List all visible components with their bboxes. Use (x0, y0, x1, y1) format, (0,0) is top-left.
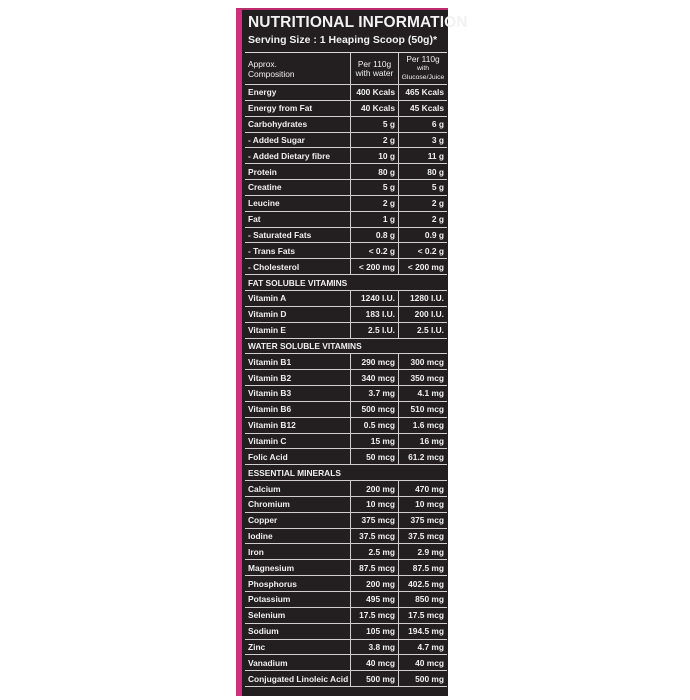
value-with-water: 2.5 I.U. (351, 323, 399, 338)
value-with-water: 105 mg (351, 624, 399, 639)
value-with-glucose: 1.6 mcg (412, 420, 444, 431)
table-row (245, 434, 447, 450)
value-with-glucose: 4.7 mg (417, 641, 444, 652)
value-with-water: 183 I.U. (351, 307, 399, 322)
value-with-glucose: 10 mcg (415, 499, 444, 510)
table-row (245, 101, 447, 117)
value-with-water: 80 g (351, 164, 399, 179)
value-with-glucose: 40 mcg (415, 657, 444, 668)
header-composition (245, 53, 351, 84)
table-row (245, 291, 447, 307)
header-col2-line3: Glucose/Juice (401, 74, 445, 81)
value-with-water: 15 mg (351, 434, 399, 449)
value-with-water: 500 mcg (351, 402, 399, 417)
header-col1-line1: Per 110g (357, 58, 392, 69)
value-with-glucose: 2 g (431, 198, 444, 209)
nutrient-name: Vitamin D (245, 307, 351, 322)
nutrient-name: Energy (245, 85, 351, 100)
value-with-glucose: 0.9 g (424, 230, 444, 241)
nutrient-name: Conjugated Linoleic Acid (245, 671, 351, 686)
table-row (245, 529, 447, 545)
value-with-water: 10 mcg (351, 497, 399, 512)
value-with-water: 290 mcg (351, 354, 399, 369)
value-with-glucose: 350 mcg (410, 372, 444, 383)
table-row (245, 133, 447, 149)
table-row (245, 370, 447, 386)
nutrient-name: Protein (245, 164, 351, 179)
nutrient-name: Fat (245, 212, 351, 227)
table-row (245, 243, 447, 259)
nutrient-name: Vitamin A (245, 291, 351, 306)
value-with-glucose: 17.5 mcg (408, 610, 444, 621)
nutrient-name: Vitamin B6 (245, 402, 351, 417)
value-with-water: 1 g (351, 212, 399, 227)
value-with-water: 37.5 mcg (351, 529, 399, 544)
value-with-water: 400 Kcals (351, 85, 399, 100)
value-with-water: 3.7 mg (351, 386, 399, 401)
table-row (245, 544, 447, 560)
value-with-glucose: 2.9 mg (417, 546, 444, 557)
table-row (245, 228, 447, 244)
value-with-water: < 0.2 g (351, 243, 399, 258)
table-row (245, 655, 447, 671)
table-row (245, 560, 447, 576)
value-with-water: 5 g (351, 180, 399, 195)
table-row (245, 196, 447, 212)
value-with-water: 87.5 mcg (351, 560, 399, 575)
table-row (245, 592, 447, 608)
value-with-water: 500 mg (351, 671, 399, 686)
value-with-water: 0.8 g (351, 228, 399, 243)
table-row (245, 180, 447, 196)
header-col2-line2: with (416, 65, 430, 72)
serving-size: Serving Size : 1 Heaping Scoop (50g)* (248, 34, 438, 46)
nutrient-name: Creatine (245, 180, 351, 195)
table-row (245, 418, 447, 434)
table-row (245, 513, 447, 529)
value-with-water: 375 mcg (351, 513, 399, 528)
value-with-glucose: 300 mcg (410, 356, 444, 367)
nutrient-name: Selenium (245, 608, 351, 623)
nutrient-name: Folic Acid (245, 449, 351, 464)
value-with-water: 40 Kcals (351, 101, 399, 116)
header-with-water (351, 53, 399, 84)
nutrient-name: Vitamin B3 (245, 386, 351, 401)
nutrient-name: Chromium (245, 497, 351, 512)
table-row (245, 671, 447, 687)
nutrient-name: Vitamin E (245, 323, 351, 338)
table-row (245, 85, 447, 101)
value-with-glucose: 2 g (431, 214, 444, 225)
value-with-glucose: < 200 mg (407, 261, 444, 272)
value-with-glucose: 1280 I.U. (410, 293, 444, 304)
value-with-glucose: 510 mcg (410, 404, 444, 415)
table-row (245, 497, 447, 513)
value-with-glucose: 470 mg (415, 483, 444, 494)
table-row (245, 640, 447, 656)
table-row (245, 307, 447, 323)
section-row (245, 275, 447, 291)
value-with-glucose: 2.5 I.U. (417, 325, 444, 336)
value-with-glucose: 45 Kcals (410, 103, 444, 114)
value-with-glucose: 61.2 mcg (408, 451, 444, 462)
value-with-glucose: 200 I.U. (414, 309, 444, 320)
value-with-glucose: 5 g (431, 182, 444, 193)
value-with-glucose: 16 mg (419, 435, 444, 446)
nutrient-name: - Trans Fats (245, 243, 351, 258)
nutrient-name: Vitamin B1 (245, 354, 351, 369)
value-with-water: 40 mcg (351, 655, 399, 670)
value-with-glucose: 375 mcg (410, 515, 444, 526)
value-with-glucose: 87.5 mg (412, 562, 444, 573)
value-with-water: 50 mcg (351, 449, 399, 464)
nutrient-name: Calcium (245, 481, 351, 496)
nutrient-name: - Added Sugar (245, 133, 351, 148)
value-with-water: 340 mcg (351, 370, 399, 385)
nutrient-name: Iron (245, 544, 351, 559)
nutrient-name: Vitamin B12 (245, 418, 351, 433)
value-with-water: 10 g (351, 148, 399, 163)
value-with-water: 2 g (351, 133, 399, 148)
nutrition-table (245, 52, 447, 687)
nutrition-panel (236, 8, 468, 696)
header-composition-line1: Approx. (248, 58, 277, 69)
value-with-glucose: 500 mg (415, 673, 444, 684)
header-col1-line2: with water (355, 67, 394, 78)
value-with-water: 0.5 mcg (351, 418, 399, 433)
nutrient-name: Energy from Fat (245, 101, 351, 116)
header-col2-line1: Per 110g (406, 54, 440, 64)
value-with-glucose: 3 g (431, 134, 444, 145)
panel-title: NUTRITIONAL INFORMATION (248, 14, 468, 31)
panel-header (248, 14, 468, 47)
nutrient-name: Vanadium (245, 655, 351, 670)
value-with-water: 3.8 mg (351, 640, 399, 655)
table-row (245, 117, 447, 133)
table-row (245, 624, 447, 640)
nutrient-name: Copper (245, 513, 351, 528)
value-with-glucose: 80 g (427, 166, 444, 177)
nutrient-name: Carbohydrates (245, 117, 351, 132)
table-row (245, 402, 447, 418)
value-with-glucose: 4.1 mg (417, 388, 444, 399)
table-row (245, 449, 447, 465)
value-with-water: 5 g (351, 117, 399, 132)
table-row (245, 259, 447, 275)
header-composition-line2: Composition (248, 68, 295, 79)
table-row (245, 323, 447, 339)
nutrient-name: Iodine (245, 529, 351, 544)
nutrient-name: Sodium (245, 624, 351, 639)
nutrient-name: - Saturated Fats (245, 228, 351, 243)
nutrient-name: Phosphorus (245, 576, 351, 591)
section-title: WATER SOLUBLE VITAMINS (248, 340, 362, 351)
nutrient-name: Zinc (245, 640, 351, 655)
table-row (245, 148, 447, 164)
table-row (245, 212, 447, 228)
value-with-water: 2.5 mg (351, 544, 399, 559)
value-with-glucose: 37.5 mcg (408, 531, 444, 542)
value-with-water: 17.5 mcg (351, 608, 399, 623)
value-with-water: 495 mg (351, 592, 399, 607)
value-with-glucose: 6 g (431, 119, 444, 130)
value-with-glucose: < 0.2 g (417, 245, 444, 256)
nutrient-name: - Cholesterol (245, 259, 351, 274)
value-with-glucose: 402.5 mg (408, 578, 444, 589)
table-row (245, 481, 447, 497)
value-with-glucose: 194.5 mg (408, 626, 444, 637)
value-with-glucose: 465 Kcals (405, 87, 444, 98)
value-with-water: 200 mg (351, 576, 399, 591)
section-row (245, 339, 447, 355)
value-with-water: < 200 mg (351, 259, 399, 274)
nutrient-name: Vitamin B2 (245, 370, 351, 385)
value-with-glucose: 11 g (427, 150, 444, 161)
nutrient-name: Vitamin C (245, 434, 351, 449)
section-title: FAT SOLUBLE VITAMINS (248, 277, 348, 288)
value-with-glucose: 850 mg (415, 594, 444, 605)
nutrient-name: Leucine (245, 196, 351, 211)
value-with-water: 2 g (351, 196, 399, 211)
table-header-row (245, 53, 447, 85)
table-row (245, 386, 447, 402)
nutrient-name: Magnesium (245, 560, 351, 575)
value-with-water: 200 mg (351, 481, 399, 496)
value-with-water: 1240 I.U. (351, 291, 399, 306)
section-row (245, 465, 447, 481)
header-with-glucose (399, 53, 447, 84)
table-row (245, 576, 447, 592)
nutrient-name: Potassium (245, 592, 351, 607)
section-title: ESSENTIAL MINERALS (248, 467, 341, 478)
nutrient-name: - Added Dietary fibre (245, 148, 351, 163)
table-row (245, 608, 447, 624)
table-row (245, 354, 447, 370)
table-row (245, 164, 447, 180)
